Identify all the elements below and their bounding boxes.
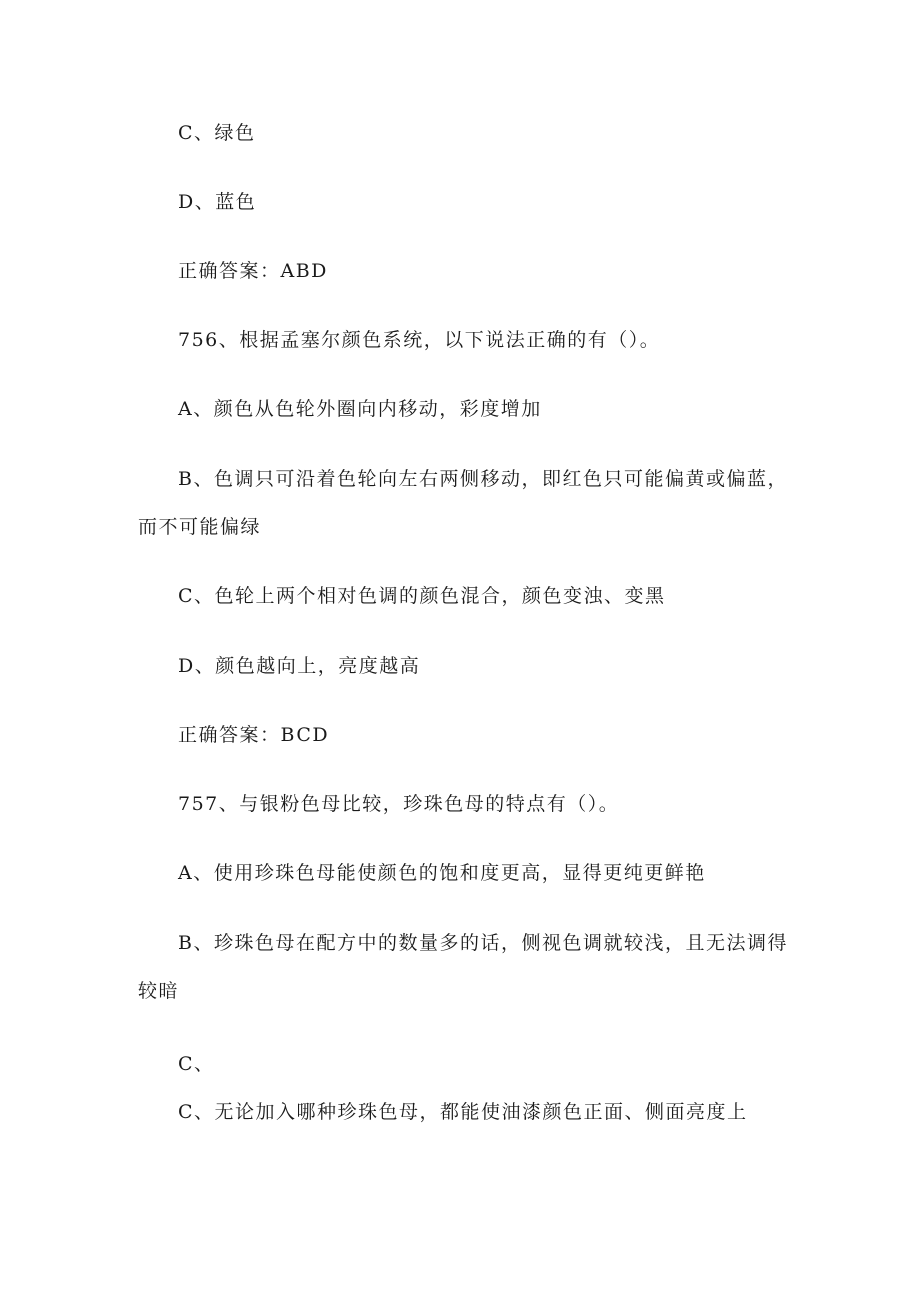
q757-option-c-empty: C、 [178,1053,215,1075]
q756-question: 756、根据孟塞尔颜色系统，以下说法正确的有（）。 [178,329,661,351]
q756-option-b-line2: 而不可能偏绿 [138,516,262,538]
q755-answer: 正确答案：ABD [178,260,328,282]
q757-question: 757、与银粉色母比较，珍珠色母的特点有（）。 [178,793,620,815]
q755-option-d: D、蓝色 [178,191,257,213]
q755-option-c: C、绿色 [178,122,256,144]
q756-answer: 正确答案：BCD [178,724,330,746]
q756-option-a: A、颜色从色轮外圈向内移动，彩度增加 [178,398,542,420]
q756-option-b-line1: B、色调只可沿着色轮向左右两侧移动，即红色只可能偏黄或偏蓝， [178,468,788,490]
q756-option-d: D、颜色越向上，亮度越高 [178,655,421,677]
q757-option-b-line2: 较暗 [138,980,180,1002]
q757-option-c: C、无论加入哪种珍珠色母，都能使油漆颜色正面、侧面亮度上 [178,1101,748,1123]
q757-option-b-line1: B、珍珠色母在配方中的数量多的话，侧视色调就较浅，且无法调得 [178,932,788,954]
q757-option-a: A、使用珍珠色母能使颜色的饱和度更高，显得更纯更鲜艳 [178,862,706,884]
q756-option-c: C、色轮上两个相对色调的颜色混合，颜色变浊、变黑 [178,585,666,607]
